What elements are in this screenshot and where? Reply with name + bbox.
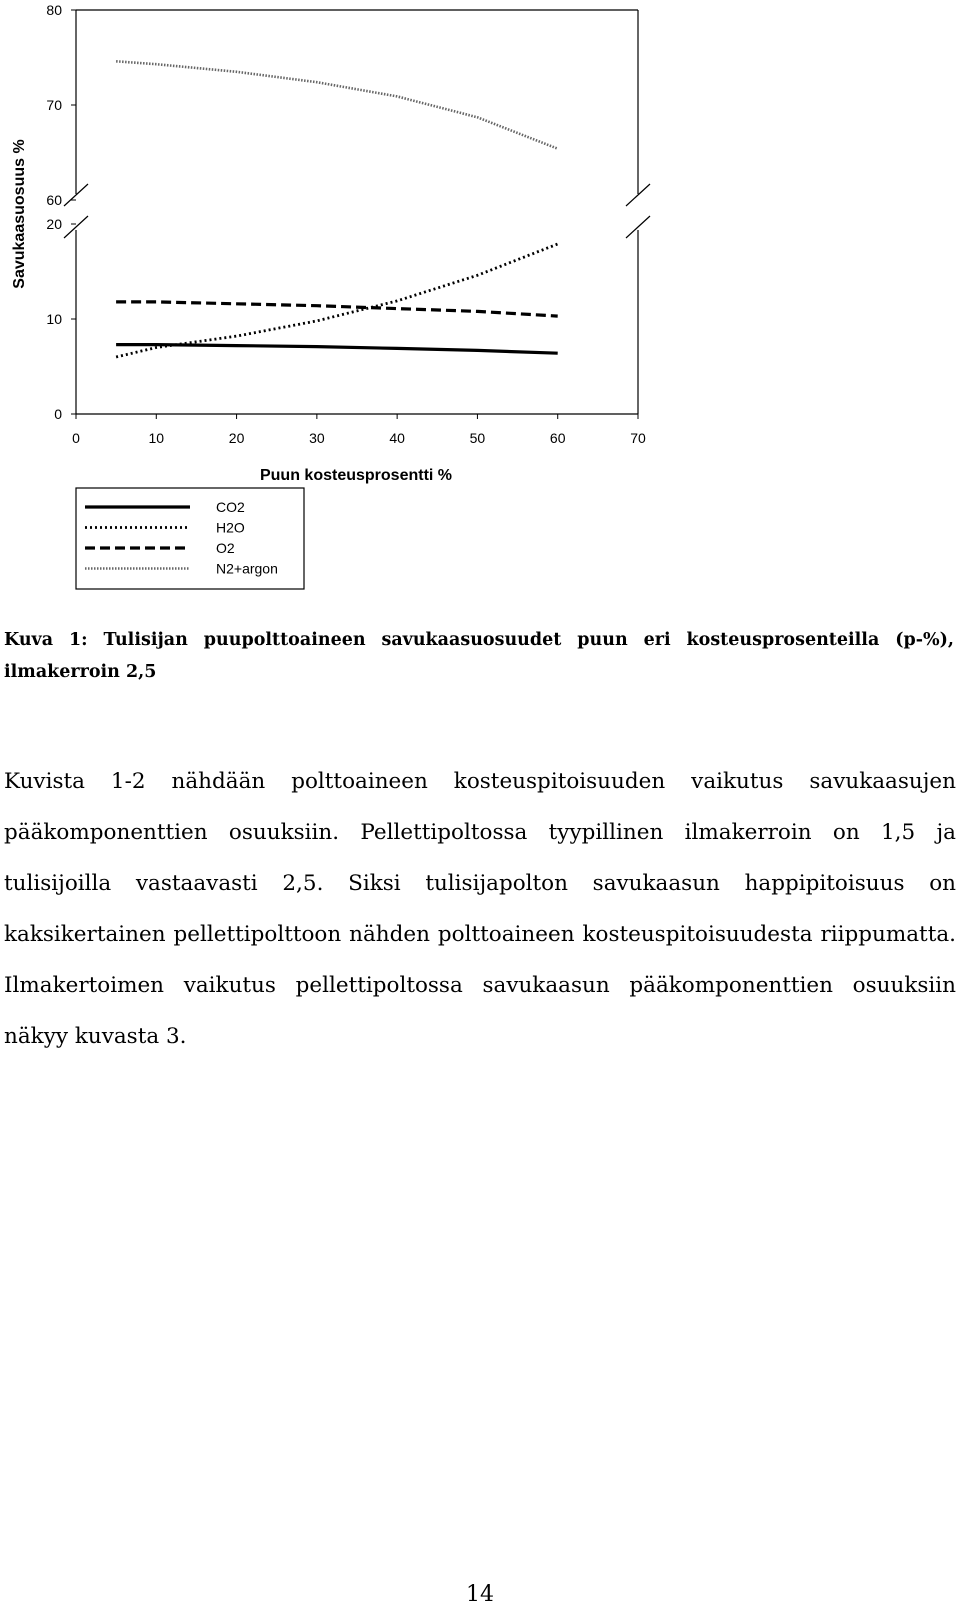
page-number: 14 [466,1582,494,1607]
y-tick-label: 70 [46,97,62,113]
axes [46,2,646,446]
y-tick-label: 20 [46,216,62,232]
x-tick-label: 20 [228,430,245,446]
x-tick-label: 40 [389,430,405,446]
y-tick-label: 10 [46,311,62,327]
series-line-co2 [116,345,558,354]
series-line-o2 [116,302,558,316]
line-chart [0,0,700,610]
legend-label: H2O [216,519,245,536]
figure-caption: Kuva 1: Tulisijan puupolttoaineen savukaasuosuudet puun eri kosteusprosenteilla (p-%), ilmakerroin 2,5 [4,630,954,682]
x-tick-label: 10 [148,430,165,446]
y-axis-label: Savukaasuosuus % [11,139,28,289]
legend-label: N2+argon [216,560,278,577]
legend-label: O2 [216,540,235,556]
plot-area [64,10,650,414]
x-tick-label: 70 [630,430,646,446]
series-lines [116,61,558,357]
y-tick-label: 0 [54,406,62,422]
x-tick-label: 0 [72,430,80,446]
x-tick-label: 60 [549,430,566,446]
body-paragraph: Kuvista 1-2 nähdään polttoaineen kosteuspitoisuuden vaikutus savukaasujen pääkomponenttien osuuksiin. Pellettipoltossa tyypillinen ilmakerroin on 1,5 ja tulisijoilla vastaavasti 2,5. Siksi tulisijapolton savukaasun happipitoisuus on kaksikertainen pellettipolttoon nähden polttoaineen kosteuspitoisuudesta riippumatta. Ilmakertoimen vaikutus pellettipoltossa savukaasun pääkomponenttien osuuksiin näkyy kuvasta 3. [4,769,956,1049]
y-tick-label: 60 [46,192,62,208]
x-tick-label: 30 [309,430,325,446]
x-tick-label: 50 [469,430,486,446]
series-line-h2o [116,244,558,357]
x-axis-label: Puun kosteusprosentti % [259,467,453,484]
legend [76,488,304,589]
legend-label: CO2 [216,499,245,515]
y-tick-label: 80 [46,2,62,18]
series-line-n2-argon [116,61,558,148]
